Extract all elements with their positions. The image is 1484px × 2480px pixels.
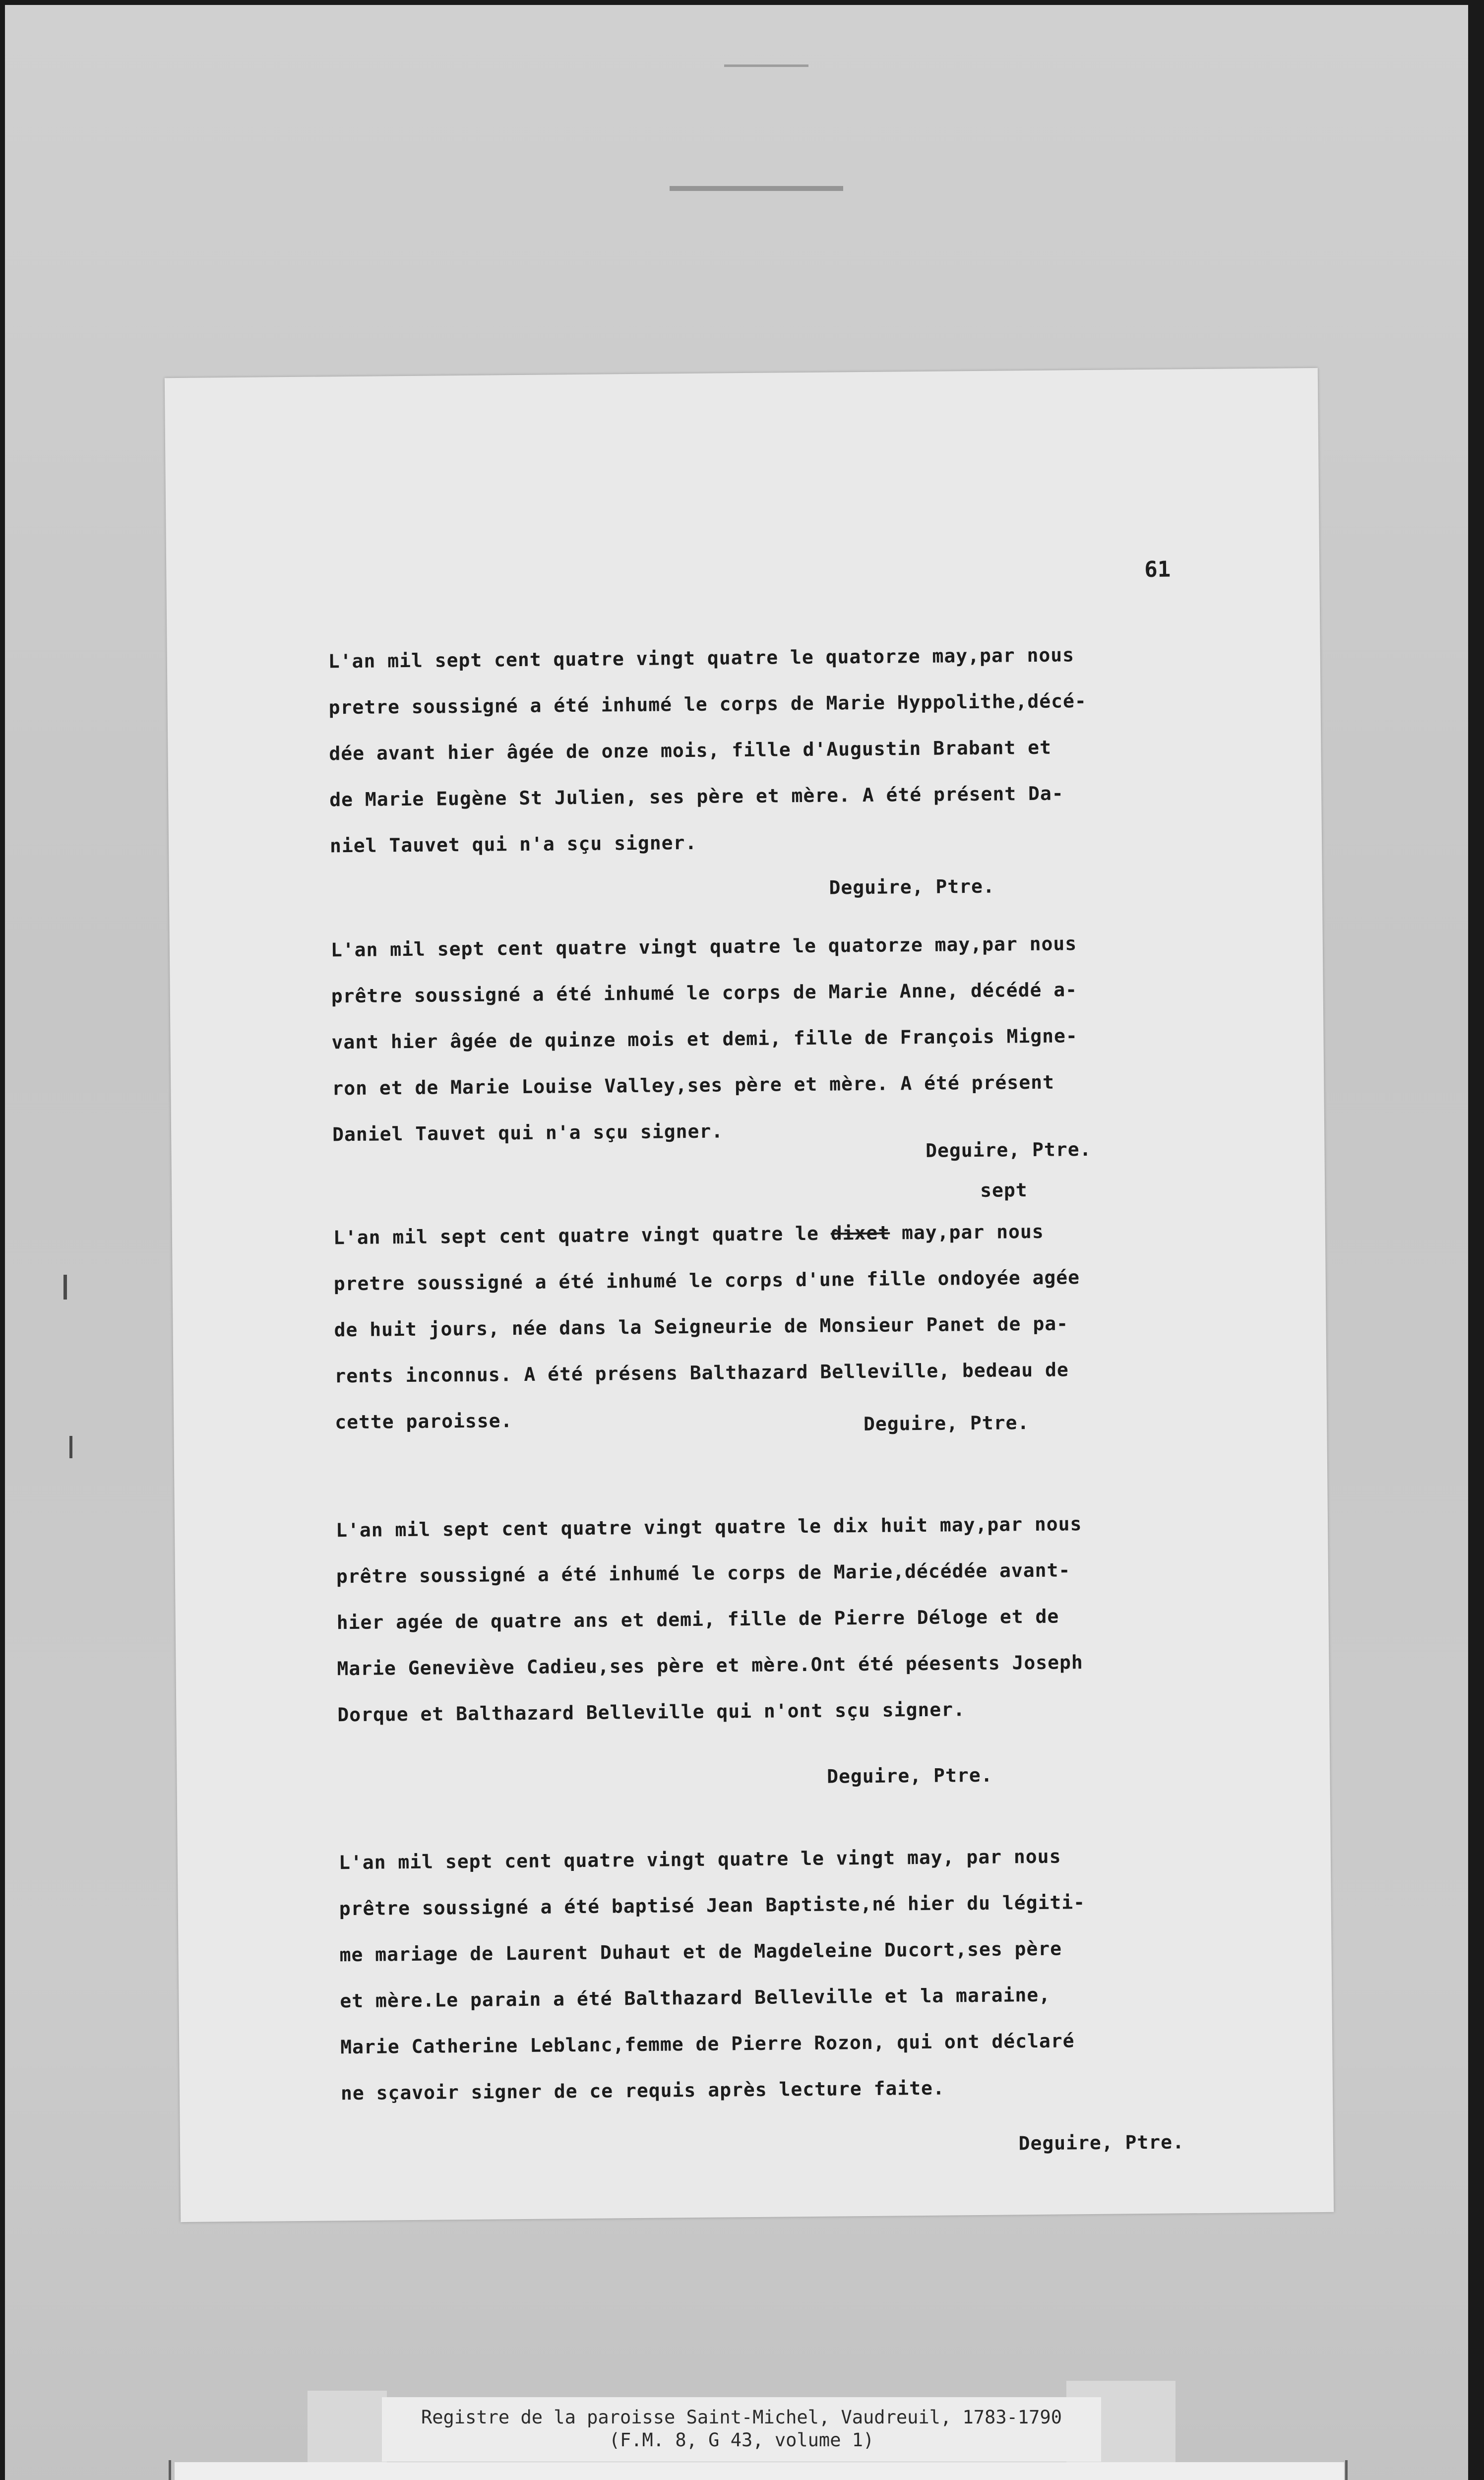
entry-line: prêtre soussigné a été baptisé Jean Baptiste,né hier du légiti- bbox=[339, 1891, 1086, 1920]
register-entry bbox=[330, 920, 1195, 1179]
register-entry bbox=[333, 1207, 1198, 1452]
entry-line: Marie Geneviève Cadieu,ses père et mère.Ont été péesents Joseph bbox=[337, 1651, 1083, 1680]
film-speck bbox=[724, 64, 808, 67]
entry-line: Daniel Tauvet qui n'a sçu signer. bbox=[332, 1120, 724, 1146]
entry-line-start: L'an mil sept cent quatre vingt quatre le bbox=[333, 1222, 831, 1249]
register-entry bbox=[336, 1500, 1201, 1804]
priest-signature: Deguire, Ptre. bbox=[1018, 2131, 1185, 2155]
frame-edge-top bbox=[0, 0, 1484, 5]
entry-line: niel Tauvet qui n'a sçu signer. bbox=[329, 831, 697, 857]
entry-line: L'an mil sept cent quatre vingt quatre le quatorze may,par nous bbox=[328, 644, 1075, 673]
register-entry bbox=[328, 631, 1193, 915]
entry-line-end: may,par nous bbox=[889, 1220, 1044, 1244]
entry-line bbox=[333, 1207, 1197, 1261]
entry-line: et mère.Le parain a été Balthazard Belleville et la maraine, bbox=[340, 1984, 1051, 2012]
correction-insert: sept bbox=[980, 1179, 1028, 1201]
entry-line: me mariage de Laurent Duhaut et de Magdeleine Ducort,ses père bbox=[339, 1937, 1062, 1966]
tape-strip bbox=[308, 2391, 387, 2465]
entry-line: ron et de Marie Louise Valley,ses père et mère. A été présent bbox=[332, 1071, 1055, 1100]
frame-edge-left bbox=[0, 0, 5, 2480]
entry-line: dée avant hier âgée de onze mois, fille d'Augustin Brabant et bbox=[329, 736, 1052, 765]
entry-line: pretre soussigné a été inhumé le corps d'une fille ondoyée agée bbox=[333, 1266, 1080, 1295]
film-speck bbox=[670, 186, 843, 191]
entry-line: pretre soussigné a été inhumé le corps de Marie Hyppolithe,décé- bbox=[328, 690, 1087, 719]
entry-line: hier agée de quatre ans et demi, fille de Pierre Déloge et de bbox=[336, 1605, 1059, 1634]
register-page bbox=[165, 368, 1334, 2222]
entry-line: de huit jours, née dans la Seigneurie de Monsieur Panet de pa- bbox=[334, 1312, 1069, 1341]
card-edge-right bbox=[1345, 2460, 1348, 2480]
entry-line: rents inconnus. A été présens Balthazard Belleville, bedeau de bbox=[334, 1359, 1069, 1387]
entry-line: prêtre soussigné a été inhumé le corps de Marie,décédée avant- bbox=[336, 1559, 1071, 1588]
entry-line: ne sçavoir signer de ce requis après lecture faite. bbox=[340, 2077, 945, 2105]
frame-edge-right bbox=[1468, 0, 1484, 2480]
struck-word: dixet bbox=[830, 1222, 890, 1244]
caption-reference: (F.M. 8, G 43, volume 1) bbox=[609, 2429, 874, 2451]
entry-line: prêtre soussigné a été inhumé le corps de Marie Anne, décédé a- bbox=[331, 979, 1078, 1007]
entry-line: Marie Catherine Leblanc,femme de Pierre Rozon, qui ont déclaré bbox=[340, 2030, 1075, 2058]
entry-line: L'an mil sept cent quatre vingt quatre le dix huit may,par nous bbox=[335, 1513, 1082, 1542]
entry-line: Dorque et Balthazard Belleville qui n'ont sçu signer. bbox=[337, 1698, 966, 1726]
priest-signature: Deguire, Ptre. bbox=[925, 1138, 1092, 1162]
page-number: 61 bbox=[1144, 557, 1171, 582]
priest-signature: Deguire, Ptre. bbox=[829, 875, 995, 899]
entry-line: vant hier âgée de quinze mois et demi, fille de François Migne- bbox=[331, 1025, 1078, 1054]
register-entry bbox=[339, 1832, 1205, 2172]
entry-line: L'an mil sept cent quatre vingt quatre le vingt may, par nous bbox=[338, 1845, 1061, 1874]
film-speck bbox=[63, 1275, 67, 1300]
archive-caption bbox=[382, 2397, 1101, 2462]
priest-signature: Deguire, Ptre. bbox=[826, 1764, 993, 1788]
entry-line: cette paroisse. bbox=[335, 1410, 513, 1433]
entry-line: L'an mil sept cent quatre vingt quatre le quatorze may,par nous bbox=[330, 932, 1077, 961]
caption-title: Registre de la paroisse Saint-Michel, Vaudreuil, 1783-1790 bbox=[421, 2407, 1062, 2428]
priest-signature: Deguire, Ptre. bbox=[863, 1412, 1030, 1435]
card-edge-left bbox=[169, 2460, 171, 2480]
archives-stamp-card bbox=[175, 2462, 1344, 2480]
film-speck bbox=[69, 1436, 72, 1458]
entry-line: de Marie Eugène St Julien, ses père et mère. A été présent Da- bbox=[329, 782, 1064, 811]
